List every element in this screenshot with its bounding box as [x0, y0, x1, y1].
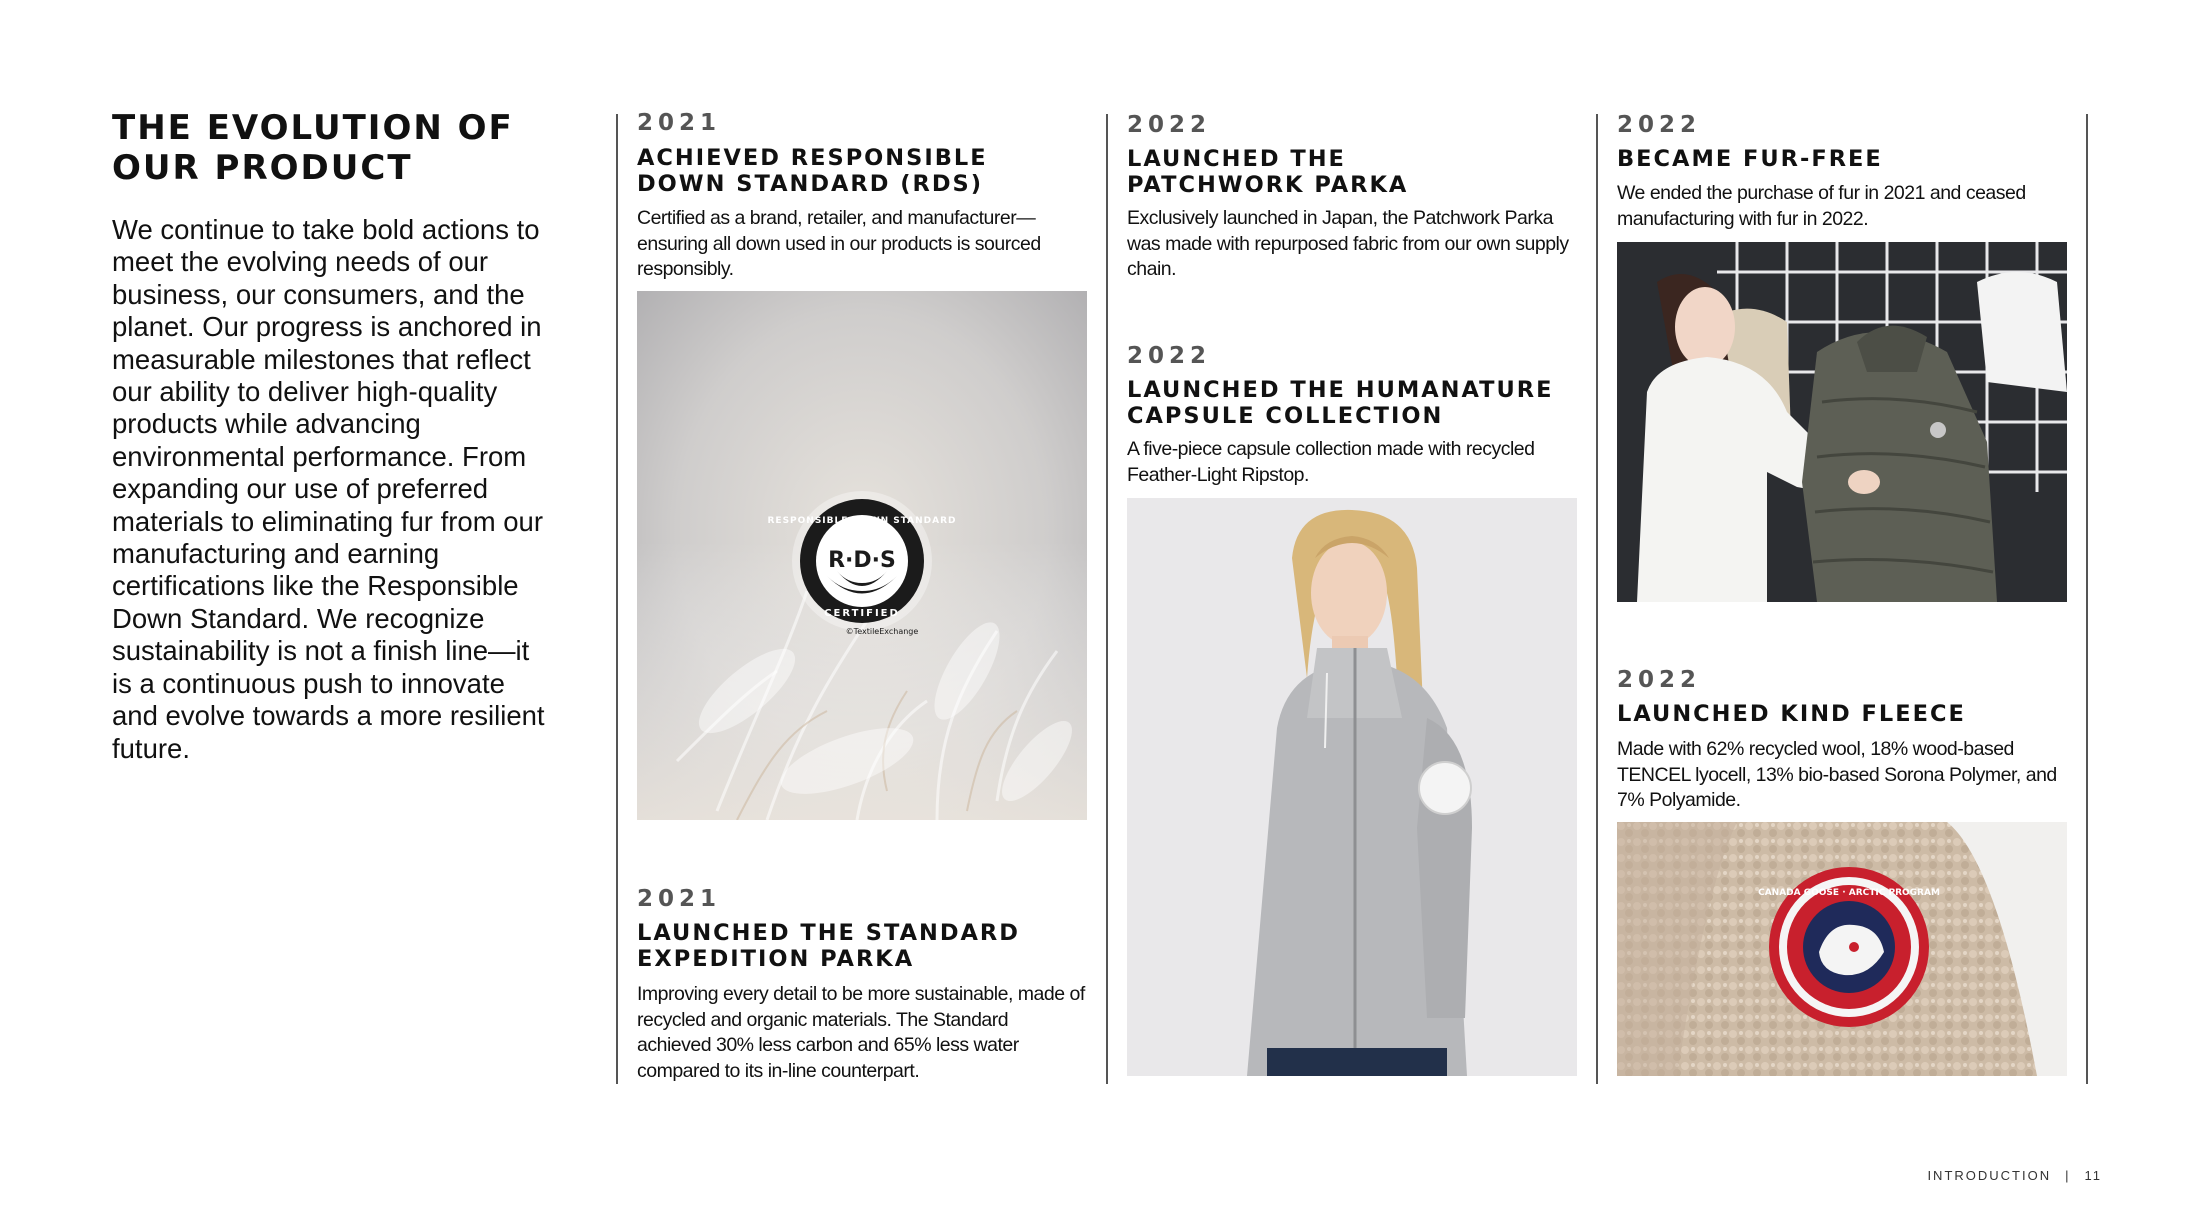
footer-section-label: INTRODUCTION [1927, 1168, 2052, 1183]
page-title-line-2: OUR PRODUCT [112, 148, 413, 188]
milestone-title [1127, 147, 1587, 198]
rds-textile-exchange-mark: ©TextileExchange [845, 627, 919, 636]
fleece-jacket-model-photo [1127, 498, 1577, 1076]
page-title [112, 108, 552, 188]
footer-separator: | [2065, 1168, 2071, 1183]
milestone-year: 2021 [637, 886, 722, 912]
milestone-description: Certified as a brand, retailer, and manufacturer—ensuring all down used in our products is sourced responsibly. [637, 207, 1041, 280]
down-feathers-photo [637, 291, 1087, 820]
milestone-title [1617, 702, 2077, 728]
milestone-title-line: CAPSULE COLLECTION [1127, 402, 1444, 429]
fleece-patch-image [1617, 822, 2067, 1076]
model-fleece-image [1127, 498, 1577, 1076]
milestone-title [637, 921, 1097, 972]
fur-free-store-photo [1617, 242, 2067, 602]
milestone-year: 2022 [1127, 112, 1212, 138]
intro-paragraph: We continue to take bold actions to meet the evolving needs of our business, our consumers, and the planet. Our progress is anchored in measurable milestones that reflect our ability to deliver high-quality products while advancing environmental performance. From expanding our use of preferred materials to eliminating fur from our manufacturing and earning certifications like the Responsible Down Standard. We recognize sustainability is not a finish line—it is a continuous push to innovate and evolve towards a more resilient future. [112, 214, 545, 764]
milestone-description: Improving every detail to be more sustainable, made of recycled and organic materials. The Standard achieved 30% less carbon and 65% less water compared to its in-line counterpart. [637, 983, 1085, 1082]
milestone-title-line: ACHIEVED RESPONSIBLE [637, 145, 988, 171]
column-divider [616, 114, 618, 1084]
milestone-title-line: LAUNCHED THE STANDARD [637, 920, 1020, 946]
milestone-year: 2022 [1127, 343, 1212, 369]
patch-ring-text: CANADA GOOSE · ARCTIC PROGRAM [1758, 888, 1940, 898]
milestone-year: 2021 [637, 110, 722, 136]
milestone-title-line: LAUNCHED KIND FLEECE [1617, 701, 1966, 727]
milestone-title-line: LAUNCHED THE HUMANATURE [1127, 377, 1554, 403]
page-title-line-1: THE EVOLUTION OF [112, 108, 514, 148]
rds-certified-text: CERTIFIED [824, 608, 900, 619]
column-divider [1106, 114, 1108, 1084]
milestone-year: 2022 [1617, 112, 1702, 138]
milestone-title-line: BECAME FUR-FREE [1617, 146, 1883, 172]
milestone-description: Exclusively launched in Japan, the Patchwork Parka was made with repurposed fabric from our own supply chain. [1127, 207, 1569, 280]
milestone-description: A five-piece capsule collection made with recycled Feather-Light Ripstop. [1127, 438, 1535, 486]
milestone-year: 2022 [1617, 667, 1702, 693]
milestone-title-line: EXPEDITION PARKA [637, 945, 915, 972]
milestone-title-line: PATCHWORK PARKA [1127, 171, 1409, 198]
milestone-title-line: LAUNCHED THE [1127, 146, 1346, 172]
page-number: 11 [2084, 1168, 2102, 1183]
column-divider [2086, 114, 2088, 1084]
store-rack-image [1617, 242, 2067, 602]
milestone-title-line: DOWN STANDARD (RDS) [637, 170, 984, 197]
column-divider [1596, 114, 1598, 1084]
milestone-title [637, 146, 1097, 197]
page-footer [1927, 1168, 2102, 1183]
milestone-description: We ended the purchase of fur in 2021 and ceased manufacturing with fur in 2022. [1617, 182, 2026, 230]
milestone-title [1127, 378, 1587, 429]
rds-ring-text: RESPONSIBLE DOWN STANDARD [767, 516, 957, 526]
kind-fleece-patch-photo [1617, 822, 2067, 1076]
rds-center-text: R·D·S [828, 548, 896, 573]
milestone-description: Made with 62% recycled wool, 18% wood-based TENCEL lyocell, 13% bio-based Sorona Polymer, and 7% Polyamide. [1617, 738, 2057, 811]
milestone-title [1617, 147, 2077, 173]
down-feathers-image [637, 291, 1087, 820]
